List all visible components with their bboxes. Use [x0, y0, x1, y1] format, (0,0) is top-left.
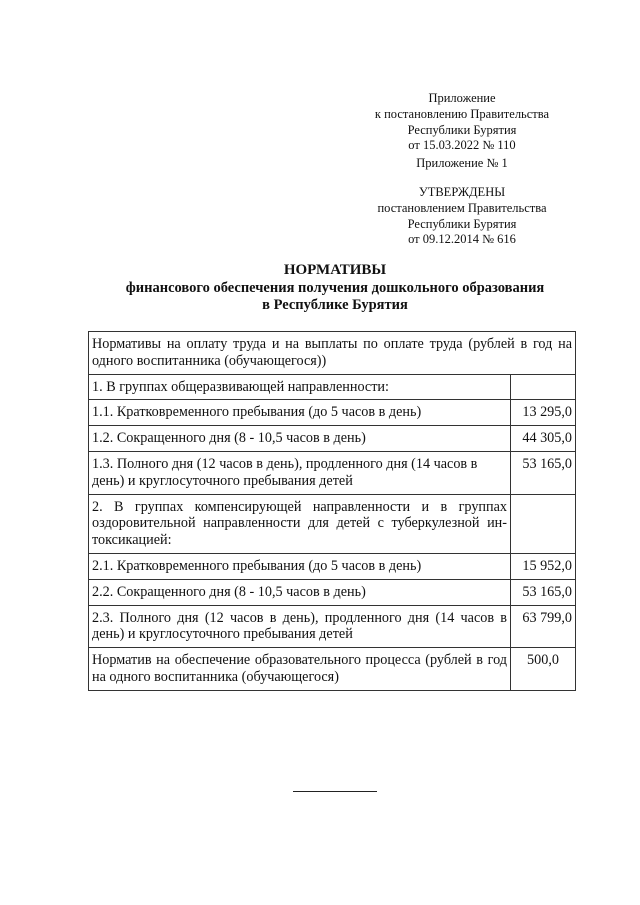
table-row — [89, 553, 576, 579]
title-line: финансового обеспечения получения дошкольного образования — [125, 279, 545, 296]
end-divider — [293, 791, 377, 792]
table-row — [89, 400, 576, 426]
value-cell: 13 295,0 — [511, 400, 576, 426]
value-cell: 500,0 — [511, 648, 576, 691]
table-row — [89, 648, 576, 691]
appendix-line: Приложение — [428, 91, 496, 105]
document-title — [60, 262, 610, 315]
section-cell: 1. В группах общеразвивающей направленности: — [89, 374, 511, 400]
title-line: НОРМАТИВЫ — [283, 262, 387, 278]
table-header-cell: Нормативы на оплату труда и на выплаты по оплате труда (рублей в год на одного воспитанника (обучающегося)) — [89, 332, 576, 375]
value-cell: 53 165,0 — [511, 579, 576, 605]
approval-line: Республики Бурятия — [407, 216, 517, 231]
appendix-number-block — [362, 156, 562, 172]
approval-line: постановлением Правительства — [377, 200, 547, 215]
table-row — [89, 605, 576, 648]
label-cell: 1.3. Полного дня (12 часов в день), продленного дня (14 часов в день) и круглосуточного пребывания детей — [89, 451, 511, 494]
appendix-number: Приложение № 1 — [416, 156, 508, 170]
value-cell: 44 305,0 — [511, 426, 576, 452]
value-cell: 63 799,0 — [511, 605, 576, 648]
table-row — [89, 494, 576, 553]
norms-table — [88, 331, 576, 691]
label-cell: 1.2. Сокращенного дня (8 - 10,5 часов в день) — [89, 426, 511, 452]
table-row — [89, 451, 576, 494]
table-row — [89, 332, 576, 375]
value-cell: 15 952,0 — [511, 553, 576, 579]
appendix-line: к постановлению Правительства — [374, 106, 550, 121]
approval-line: от 09.12.2014 № 616 — [408, 232, 516, 247]
appendix-block — [362, 91, 562, 154]
section-cell: 2. В группах компенсирующей направленности и в группах оздоровительной направленности для детей с туберкулезной ин-токсикацией: — [89, 494, 511, 553]
table-row — [89, 374, 576, 400]
table-row — [89, 426, 576, 452]
label-cell: Норматив на обеспечение образовательного процесса (рублей в год на одного воспитанника (обучающегося) — [89, 648, 511, 691]
label-cell: 1.1. Кратковременного пребывания (до 5 часов в день) — [89, 400, 511, 426]
value-cell — [511, 494, 576, 553]
value-cell — [511, 374, 576, 400]
title-line: в Республике Бурятия — [262, 297, 408, 313]
value-cell: 53 165,0 — [511, 451, 576, 494]
approval-line: УТВЕРЖДЕНЫ — [418, 185, 506, 199]
label-cell: 2.1. Кратковременного пребывания (до 5 часов в день) — [89, 553, 511, 579]
appendix-line: от 15.03.2022 № 110 — [408, 138, 516, 153]
approval-block — [362, 185, 562, 248]
label-cell: 2.2. Сокращенного дня (8 - 10,5 часов в день) — [89, 579, 511, 605]
table-row — [89, 579, 576, 605]
label-cell: 2.3. Полного дня (12 часов в день), продленного дня (14 часов в день) и круглосуточного пребывания детей — [89, 605, 511, 648]
appendix-line: Республики Бурятия — [407, 122, 517, 137]
